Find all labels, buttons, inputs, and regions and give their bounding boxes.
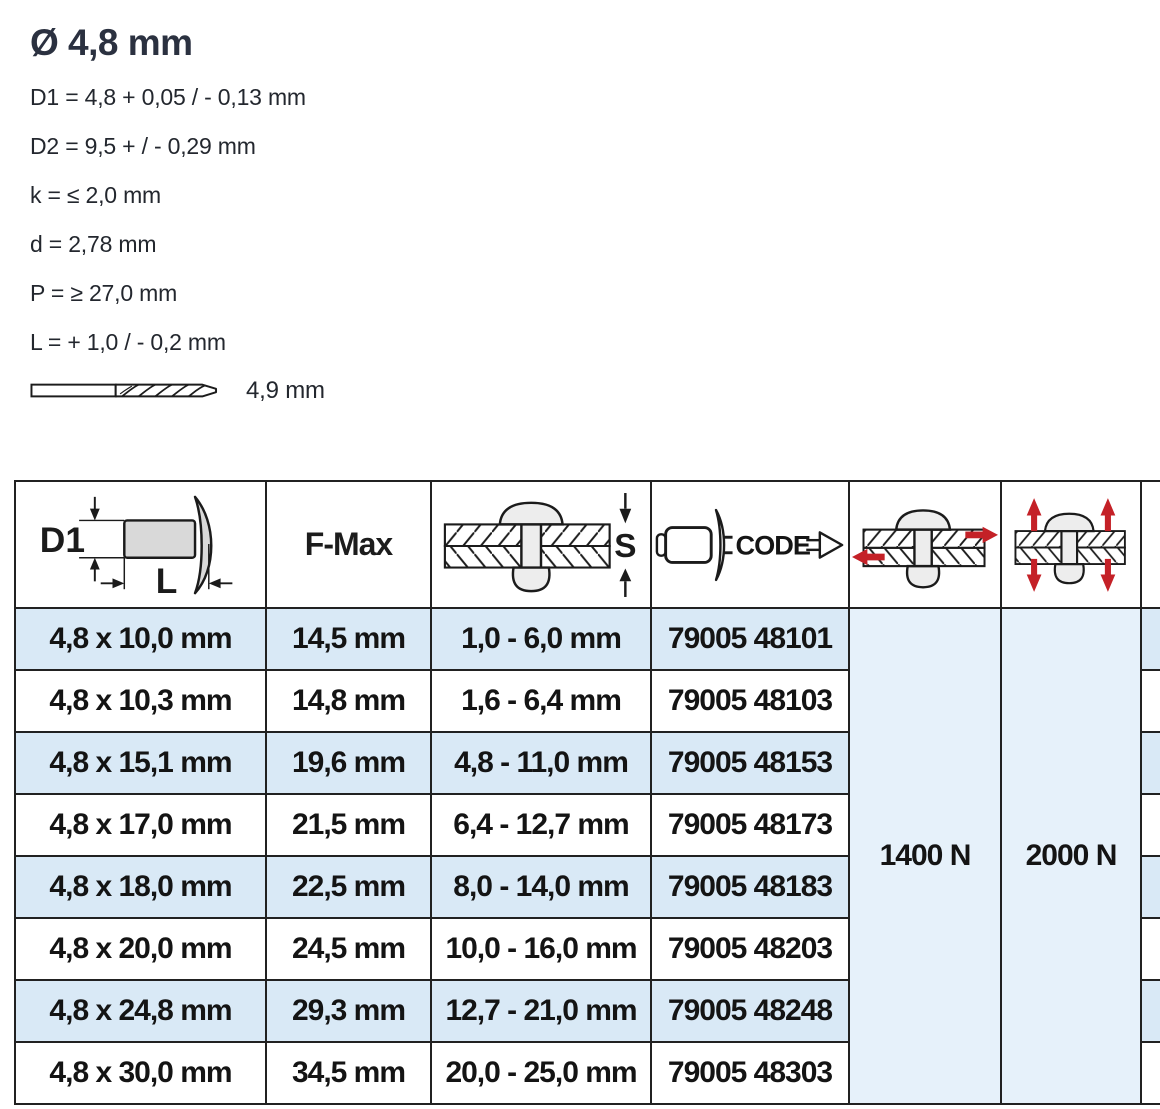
tensile-strength-diagram-icon xyxy=(1005,491,1137,599)
cropped-cell xyxy=(1141,1042,1160,1104)
cropped-cell xyxy=(1141,918,1160,980)
grip-range-cell: 1,6 - 6,4 mm xyxy=(431,670,651,732)
d1-dimension-label: D1 xyxy=(39,520,85,560)
f-max-cell: 19,6 mm xyxy=(266,732,431,794)
grip-range-cell: 10,0 - 16,0 mm xyxy=(431,918,651,980)
page-title: Ø 4,8 mm xyxy=(30,22,193,63)
spec-line-d: d = 2,78 mm xyxy=(30,231,157,257)
drill-size-label: 4,9 mm xyxy=(246,377,325,404)
f-max-cell: 29,3 mm xyxy=(266,980,431,1042)
order-code-cell: 79005 48203 xyxy=(651,918,849,980)
spec-line-p: P = ≥ 27,0 mm xyxy=(30,280,178,306)
cropped-cell xyxy=(1141,856,1160,918)
f-max-cell: 34,5 mm xyxy=(266,1042,431,1104)
dimension-cell: 4,8 x 24,8 mm xyxy=(15,980,266,1042)
grip-range-cell: 1,0 - 6,0 mm xyxy=(431,608,651,670)
dimension-cell: 4,8 x 30,0 mm xyxy=(15,1042,266,1104)
l-dimension-label: L xyxy=(155,561,177,601)
header-f-max: F-Max xyxy=(266,481,431,608)
f-max-cell: 14,5 mm xyxy=(266,608,431,670)
f-max-cell: 21,5 mm xyxy=(266,794,431,856)
rivet-code-diagram-icon xyxy=(654,504,846,586)
dimension-cell: 4,8 x 10,0 mm xyxy=(15,608,266,670)
order-code-cell: 79005 48303 xyxy=(651,1042,849,1104)
f-max-cell: 24,5 mm xyxy=(266,918,431,980)
cropped-cell xyxy=(1141,608,1160,670)
drill-size-row xyxy=(30,376,325,406)
header-order-code xyxy=(651,481,849,608)
header-shear-strength xyxy=(849,481,1001,608)
cropped-cell xyxy=(1141,980,1160,1042)
dimension-cell: 4,8 x 18,0 mm xyxy=(15,856,266,918)
spec-line-k: k = ≤ 2,0 mm xyxy=(30,182,162,208)
grip-range-cell: 8,0 - 14,0 mm xyxy=(431,856,651,918)
order-code-cell: 79005 48183 xyxy=(651,856,849,918)
tensile-strength-value: 2000 N xyxy=(1001,608,1141,1104)
header-grip-range xyxy=(431,481,651,608)
spec-line-d1: D1 = 4,8 + 0,05 / - 0,13 mm xyxy=(30,84,306,110)
spec-line-l: L = + 1,0 / - 0,2 mm xyxy=(30,329,226,355)
code-label: CODE xyxy=(735,529,811,561)
header-tensile-strength xyxy=(1001,481,1141,608)
order-code-cell: 79005 48153 xyxy=(651,732,849,794)
shear-strength-diagram-icon xyxy=(852,491,998,599)
table-header-row xyxy=(15,481,1160,608)
order-code-cell: 79005 48101 xyxy=(651,608,849,670)
table-row xyxy=(15,608,1160,670)
drill-bit-icon xyxy=(30,378,218,404)
header-dimensions xyxy=(15,481,266,608)
f-max-cell: 22,5 mm xyxy=(266,856,431,918)
grip-range-cell: 6,4 - 12,7 mm xyxy=(431,794,651,856)
order-code-cell: 79005 48248 xyxy=(651,980,849,1042)
rivet-spec-table-wrap xyxy=(14,480,1160,1105)
dimension-cell: 4,8 x 10,3 mm xyxy=(15,670,266,732)
cropped-cell xyxy=(1141,794,1160,856)
f-max-cell: 14,8 mm xyxy=(266,670,431,732)
rivet-spec-table xyxy=(14,480,1160,1105)
grip-range-label: S xyxy=(614,527,637,565)
shear-strength-value: 1400 N xyxy=(849,608,1001,1104)
grip-range-cell: 4,8 - 11,0 mm xyxy=(431,732,651,794)
cropped-cell xyxy=(1141,670,1160,732)
grip-range-cell: 12,7 - 21,0 mm xyxy=(431,980,651,1042)
cropped-cell xyxy=(1141,732,1160,794)
dimension-cell: 4,8 x 20,0 mm xyxy=(15,918,266,980)
rivet-grip-range-diagram-icon xyxy=(439,489,643,601)
grip-range-cell: 20,0 - 25,0 mm xyxy=(431,1042,651,1104)
order-code-cell: 79005 48103 xyxy=(651,670,849,732)
header-cropped-column xyxy=(1141,481,1160,608)
dimension-cell: 4,8 x 15,1 mm xyxy=(15,732,266,794)
order-code-cell: 79005 48173 xyxy=(651,794,849,856)
dimension-cell: 4,8 x 17,0 mm xyxy=(15,794,266,856)
rivet-d1-l-diagram-icon xyxy=(27,489,255,601)
spec-line-d2: D2 = 9,5 + / - 0,29 mm xyxy=(30,133,256,159)
